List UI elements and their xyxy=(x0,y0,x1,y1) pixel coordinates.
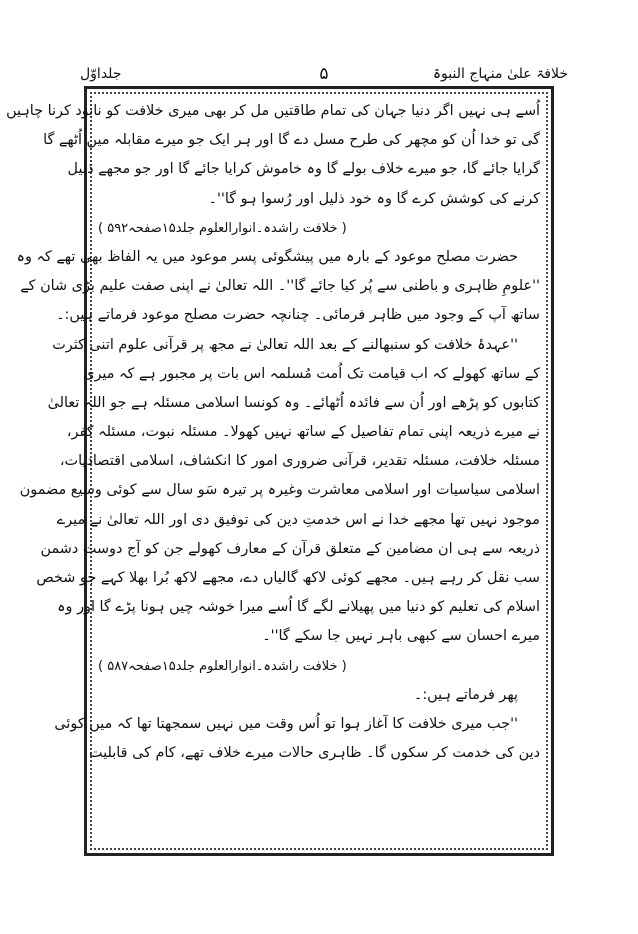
quote-line: کے ساتھ کھولے کہ اب قیامت تک اُمت مُسلمہ اس بات پر مجبور ہے کہ میری xyxy=(83,365,540,382)
text-line: گی تو خدا اُن کو مچھر کی طرح مسل دے گا اور ہر ایک جو میرے مقابلہ میں اُٹھے گا xyxy=(43,132,540,149)
text-line: ''علومِ ظاہری و باطنی سے پُر کیا جائے گا''۔ اللہ تعالیٰ نے اپنی صفت علیم بڑی شان کے xyxy=(20,278,540,295)
quote-line: ذریعہ سے ہی ان مضامین کے متعلق قرآن کے معارف کھولے جن کو آج دوست دشمن xyxy=(40,540,540,557)
quote-line: نے میرے ذریعہ اپنی تمام تفاصیل کے ساتھ نہیں کھولا۔ مسئلہ نبوت، مسئلہ کفر، xyxy=(66,424,540,441)
quote-line: میرے احسان سے کبھی باہر نہیں جا سکے گا''۔ xyxy=(262,628,540,645)
text-line: گرایا جائے گا، جو میرے خلاف بولے گا وہ خاموش کرایا جائے گا اور جو مجھے ذلیل xyxy=(67,161,540,178)
quote-line: دین کی خدمت کر سکوں گا۔ ظاہری حالات میرے خلاف تھے، کام کی قابلیت xyxy=(89,745,540,762)
quote-line: سب نقل کر رہے ہیں۔ مجھے کوئی لاکھ گالیاں دے، مجھے لاکھ بُرا بھلا کہے جو شخص xyxy=(36,570,540,586)
reference-citation: ( خلافت راشدہ۔انوارالعلوم جلد۱۵صفحہ۵۹۲ ) xyxy=(98,220,347,236)
reference-citation: ( خلافت راشدہ۔انوارالعلوم جلد۱۵صفحہ۵۸۷ ) xyxy=(98,658,347,674)
quote-line: اسلامی سیاسیات اور اسلامی معاشرت وغیرہ پر تیرہ سَو سال سے کوئی وسیع مضمون xyxy=(19,482,540,499)
page-number: ۵ xyxy=(319,64,329,84)
quote-line: اسلام کی تعلیم کو دنیا میں پھیلانے لگے گا اُسے میرا خوشہ چیں ہونا پڑے گا اور وہ xyxy=(57,599,540,616)
quote-line: موجود نہیں تھا مجھے خدا نے اس خدمتِ دین کی توفیق دی اور اللہ تعالیٰ نے میرے xyxy=(56,511,540,528)
text-line: اُسے ہی نہیں اگر دنیا جہان کی تمام طاقتیں مل کر بھی میری خلافت کو نابود کرنا چاہیں xyxy=(6,103,540,119)
text-line: پھر فرماتے ہیں:۔ xyxy=(413,686,518,703)
quote-line: ''عہدۂ خلافت کو سنبھالنے کے بعد اللہ تعالیٰ نے مجھ پر قرآنی علوم اتنی کثرت xyxy=(52,336,518,353)
text-line: کرنے کی کوشش کرے گا وہ خود ذلیل اور رُسوا ہو گا''۔ xyxy=(208,190,540,207)
text-line: حضرت مصلح موعود کے بارہ میں پیشگوئی پسر موعود میں یہ الفاظ بھی تھے کہ وہ xyxy=(16,248,518,265)
book-title: خلافۃ علیٰ منہاج النبوۃ xyxy=(432,66,568,82)
body-text xyxy=(6,97,540,768)
quote-line: مسئلہ خلافت، مسئلہ تقدیر، قرآنی ضروری امور کا انکشاف، اسلامی اقتصادیات، xyxy=(59,453,540,470)
text-line: ساتھ آپ کے وجود میں ظاہر فرمائی۔ چنانچہ حضرت مصلح موعود فرماتے ہیں:۔ xyxy=(56,307,540,324)
quote-line: ''جب میری خلافت کا آغاز ہوا تو اُس وقت میں نہیں سمجھتا تھا کہ میں کوئی xyxy=(54,715,518,732)
volume-label: جلداوّل xyxy=(80,66,122,82)
quote-line: کتابوں کو پڑھے اور اُن سے فائدہ اُٹھائے۔ وہ کونسا اسلامی مسئلہ ہے جو اللہ تعالیٰ xyxy=(47,394,540,411)
